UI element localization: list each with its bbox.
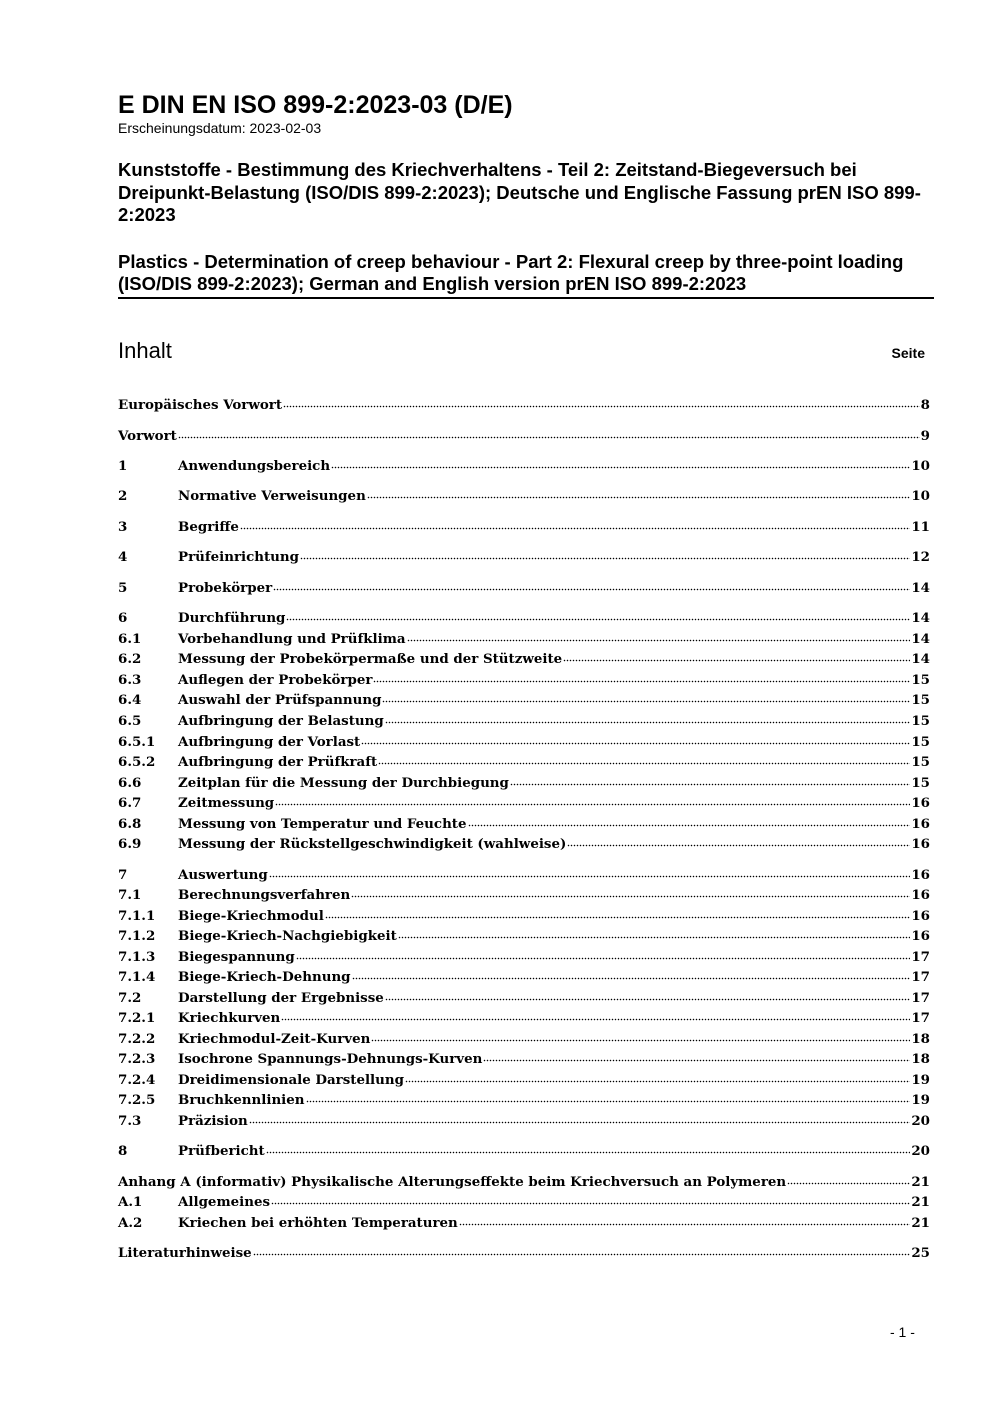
table-of-contents [118,0,930,1403]
toc-entry-number: 6.2 [118,651,142,667]
toc-entry-label: Biege-Kriech-Nachgiebigkeit [178,928,397,944]
toc-entry-page: 15 [911,775,930,791]
toc-entry[interactable] [118,670,930,690]
toc-entry-page: 16 [911,928,930,944]
toc-entry-page: 17 [911,969,930,985]
toc-dot-leader [253,1243,911,1257]
toc-entry[interactable] [118,1192,930,1212]
toc-entry-number: 7.1.1 [118,908,156,924]
toc-dot-leader [352,967,911,981]
toc-entry-page: 8 [920,397,930,413]
toc-entry-page: 17 [911,990,930,1006]
toc-entry-page: 17 [911,949,930,965]
toc-entry-page: 12 [911,549,930,565]
toc-entry-number: 6.3 [118,672,142,688]
toc-dot-leader [283,395,920,409]
toc-entry-label: Vorwort [118,428,177,444]
toc-entry-number: 6.5.1 [118,734,156,750]
toc-entry-label: Literaturhinweise [118,1245,252,1261]
toc-dot-leader [325,906,911,920]
toc-entry-label: Anwendungsbereich [178,458,331,474]
toc-entry-number: 6 [118,610,128,626]
toc-dot-leader [306,1090,911,1104]
toc-entry-page: 16 [911,887,930,903]
toc-entry-number: 3 [118,519,128,535]
toc-entry-label: Berechnungsverfahren [178,887,351,903]
toc-entry[interactable] [118,547,930,567]
toc-entry-page: 21 [911,1174,930,1190]
toc-entry[interactable] [118,752,930,772]
toc-dot-leader [269,865,911,879]
toc-entry[interactable] [118,947,930,967]
toc-dot-leader [459,1213,911,1227]
toc-entry-page: 14 [911,610,930,626]
toc-entry-number: 7.2.1 [118,1010,156,1026]
toc-dot-leader [567,834,910,848]
toc-entry-label: Biegespannung [178,949,295,965]
toc-entry[interactable] [118,732,930,752]
toc-entry-label: Anhang A (informativ) Physikalische Alterungseffekte beim Kriechversuch an Polymeren [118,1174,787,1190]
toc-entry-number: 7.2.4 [118,1072,156,1088]
toc-entry-page: 9 [920,428,930,444]
toc-entry[interactable] [118,1213,930,1233]
toc-entry[interactable] [118,711,930,731]
toc-dot-leader [483,1049,910,1063]
toc-dot-leader [563,649,910,663]
toc-entry-number: 7 [118,867,128,883]
toc-dot-leader [275,793,910,807]
toc-entry-label: Prüfeinrichtung [178,549,300,565]
toc-entry[interactable] [118,885,930,905]
toc-dot-leader [286,608,910,622]
toc-entry[interactable] [118,456,930,476]
toc-entry-label: Kriechen bei erhöhten Temperaturen [178,1215,458,1231]
toc-entry-number: 6.7 [118,795,142,811]
toc-entry-label: Aufbringung der Vorlast [178,734,361,750]
toc-entry[interactable] [118,1029,930,1049]
toc-entry-page: 17 [911,1010,930,1026]
toc-entry-label: Bruchkennlinien [178,1092,305,1108]
toc-entry-page: 16 [911,908,930,924]
toc-dot-leader [385,988,911,1002]
toc-dot-leader [371,1029,910,1043]
title-german: Kunststoffe - Bestimmung des Kriechverhaltens - Teil 2: Zeitstand-Biegeversuch bei Dreipunkt-Belastung (ISO/DIS 899-2:2023); Deutsche und Englische Fassung prEN ISO 899-2:2023 [118,159,921,225]
toc-dot-leader [367,486,911,500]
toc-entry[interactable] [118,834,930,854]
toc-entry-page: 16 [911,836,930,852]
toc-entry[interactable] [118,865,930,885]
toc-entry[interactable] [118,1070,930,1090]
toc-dot-leader [407,629,911,643]
toc-entry-page: 15 [911,692,930,708]
toc-entry-page: 21 [911,1215,930,1231]
toc-entry-page: 16 [911,816,930,832]
toc-entry-label: Isochrone Spannungs-Dehnungs-Kurven [178,1051,483,1067]
toc-entry-page: 18 [911,1031,930,1047]
toc-dot-leader [398,926,911,940]
toc-entry-number: 6.9 [118,836,142,852]
toc-entry-label: Präzision [178,1113,248,1129]
toc-entry-number: 7.2.5 [118,1092,156,1108]
toc-entry[interactable] [118,1049,930,1069]
toc-entry-label: Zeitmessung [178,795,275,811]
toc-entry[interactable] [118,906,930,926]
toc-entry-number: 7.2.3 [118,1051,156,1067]
toc-dot-leader [510,773,910,787]
toc-entry-number: 5 [118,580,128,596]
toc-entry[interactable] [118,926,930,946]
toc-entry-page: 10 [911,488,930,504]
toc-entry[interactable] [118,395,930,415]
toc-entry-number: 7.3 [118,1113,142,1129]
toc-entry-page: 14 [911,631,930,647]
toc-entry-page: 10 [911,458,930,474]
toc-entry-label: Kriechkurven [178,1010,281,1026]
toc-entry-page: 25 [911,1245,930,1261]
toc-entry-number: A.2 [118,1215,143,1231]
toc-entry-number: 6.6 [118,775,142,791]
toc-entry[interactable] [118,649,930,669]
toc-entry-page: 20 [911,1143,930,1159]
toc-entry-page: 15 [911,672,930,688]
toc-entry-number: 7.2 [118,990,142,1006]
toc-entry-label: Durchführung [178,610,286,626]
toc-entry[interactable] [118,1090,930,1110]
page-number: - 1 - [890,1324,915,1340]
toc-title: Inhalt [118,338,172,363]
toc-entry-number: 8 [118,1143,128,1159]
toc-entry-number: 4 [118,549,128,565]
toc-entry-number: 6.5 [118,713,142,729]
toc-entry-label: Probekörper [178,580,273,596]
toc-entry[interactable] [118,517,930,537]
toc-entry[interactable] [118,1111,930,1131]
toc-entry-number: 1 [118,458,128,474]
toc-entry-label: Zeitplan für die Messung der Durchbiegung [178,775,509,791]
toc-entry-page: 19 [911,1072,930,1088]
toc-entry-label: Europäisches Vorwort [118,397,283,413]
toc-entry-page: 11 [911,519,930,535]
toc-entry-label: Messung der Rückstellgeschwindigkeit (wahlweise) [178,836,567,852]
toc-entry-label: Prüfbericht [178,1143,265,1159]
toc-entry[interactable] [118,426,930,446]
toc-entry-label: Begriffe [178,519,239,535]
toc-entry-label: Dreidimensionale Darstellung [178,1072,404,1088]
toc-entry[interactable] [118,1141,930,1161]
toc-entry-page: 21 [911,1194,930,1210]
toc-entry[interactable] [118,988,930,1008]
toc-dot-leader [271,1192,910,1206]
toc-entry-page: 18 [911,1051,930,1067]
toc-dot-leader [266,1141,911,1155]
toc-entry-label: Aufbringung der Belastung [178,713,384,729]
toc-dot-leader [373,670,910,684]
toc-dot-leader [296,947,911,961]
toc-entry-page: 16 [911,795,930,811]
toc-entry-number: A.1 [118,1194,143,1210]
toc-entry[interactable] [118,690,930,710]
publication-date: Erscheinungsdatum: 2023-02-03 [118,120,322,136]
toc-dot-leader [468,814,911,828]
toc-dot-leader [300,547,910,561]
toc-entry[interactable] [118,967,930,987]
toc-entry-label: Messung der Probekörpermaße und der Stützweite [178,651,563,667]
toc-entry-label: Normative Verweisungen [178,488,366,504]
toc-entry-label: Allgemeines [178,1194,271,1210]
toc-entry[interactable] [118,773,930,793]
toc-entry-label: Biege-Kriech-Dehnung [178,969,351,985]
toc-entry-number: 7.1.4 [118,969,156,985]
title-english: Plastics - Determination of creep behaviour - Part 2: Flexural creep by three-point loading (ISO/DIS 899-2:2023); German and English version prEN ISO 899-2:2023 [118,251,934,299]
toc-entry[interactable] [118,608,930,628]
toc-entry-label: Auswertung [178,867,268,883]
toc-dot-leader [249,1111,911,1125]
toc-entry[interactable] [118,1172,930,1192]
document-id: E DIN EN ISO 899-2:2023-03 (D/E) [118,91,513,119]
toc-entry-label: Messung von Temperatur und Feuchte [178,816,467,832]
toc-entry-label: Biege-Kriechmodul [178,908,324,924]
toc-entry-page: 14 [911,580,930,596]
toc-entry-label: Kriechmodul-Zeit-Kurven [178,1031,371,1047]
toc-entry-page: 14 [911,651,930,667]
toc-entry[interactable] [118,793,930,813]
toc-dot-leader [178,426,920,440]
toc-entry-number: 6.8 [118,816,142,832]
toc-entry[interactable] [118,578,930,598]
toc-entry-page: 15 [911,754,930,770]
toc-dot-leader [378,752,910,766]
toc-entry-page: 19 [911,1092,930,1108]
toc-dot-leader [273,578,910,592]
toc-dot-leader [385,711,911,725]
toc-entry-page: 15 [911,713,930,729]
toc-entry-label: Darstellung der Ergebnisse [178,990,384,1006]
toc-entry[interactable] [118,1008,930,1028]
toc-entry-number: 7.2.2 [118,1031,156,1047]
toc-entry-page: 16 [911,867,930,883]
toc-entry-number: 6.5.2 [118,754,156,770]
toc-dot-leader [361,732,910,746]
toc-dot-leader [405,1070,910,1084]
toc-entry-label: Auswahl der Prüfspannung [178,692,382,708]
toc-page-label: Seite [891,345,925,361]
toc-dot-leader [240,517,911,531]
toc-entry-page: 15 [911,734,930,750]
toc-entry-page: 20 [911,1113,930,1129]
toc-entry-label: Auflegen der Probekörper [178,672,373,688]
toc-dot-leader [331,456,910,470]
toc-entry[interactable] [118,814,930,834]
toc-entry[interactable] [118,486,930,506]
toc-entry-number: 7.1.2 [118,928,156,944]
toc-entry-number: 6.1 [118,631,142,647]
toc-dot-leader [382,690,910,704]
toc-dot-leader [351,885,910,899]
toc-entry[interactable] [118,629,930,649]
toc-entry[interactable] [118,1243,930,1263]
toc-entry-label: Vorbehandlung und Prüfklima [178,631,406,647]
toc-dot-leader [281,1008,910,1022]
toc-entry-number: 7.1 [118,887,142,903]
toc-entry-number: 2 [118,488,128,504]
toc-dot-leader [787,1172,910,1186]
toc-entry-label: Aufbringung der Prüfkraft [178,754,378,770]
toc-entry-number: 6.4 [118,692,142,708]
toc-entry-number: 7.1.3 [118,949,156,965]
